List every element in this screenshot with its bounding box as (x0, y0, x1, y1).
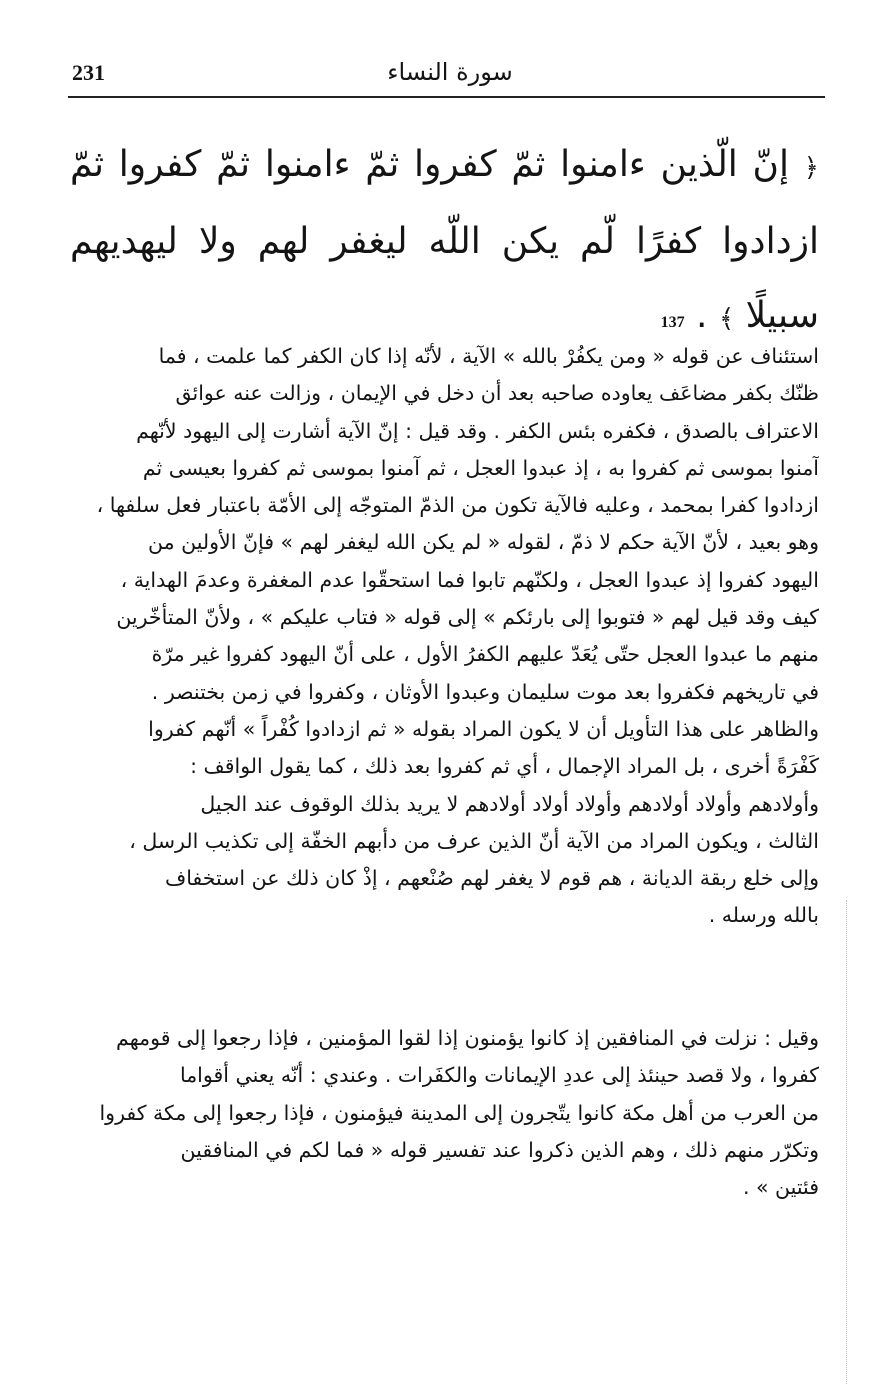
text-line: الاعتراف بالصدق ، فكفره بئس الكفر . وقد قيل : إنّ الآية أشارت إلى اليهود لأنّهم (136, 418, 819, 443)
text-line: من العرب من أهل مكة كانوا يتّجرون إلى المدينة فيؤمنون ، فإذا رجعوا إلى مكة كفروا (99, 1100, 819, 1125)
verse-text: إنّ الّذين ءامنوا ثمّ كفروا ثمّ ءامنوا ثمّ كفروا ثمّ ازدادوا كفرًا لّم يكن اللّه ليغفر لهم ولا ليهديهم سبيلًا (70, 144, 819, 336)
text-line: كفروا ، ولا قصد حينئذ إلى عددِ الإيمانات والكفَرات . وعندي : أنّه يعني أقواما (179, 1063, 819, 1088)
surah-title: سورة النساء (387, 58, 513, 86)
text-line: الثالث ، ويكون المراد من الآية أنّ الذين عرف من دأبهم الخفّة إلى تكذيب الرسل ، (129, 828, 819, 853)
scan-margin-line (846, 900, 847, 1384)
text-line: والظاهر على هذا التأويل أن لا يكون المراد بقوله « ثم ازدادوا كُفْراً » أنّهم كفروا (148, 716, 819, 741)
text-line: اليهود كفروا إذ عبدوا العجل ، ولكنّهم تابوا فما استحقّوا عدم المغفرة وعدمَ الهداية ، (120, 567, 819, 592)
text-line: وهو بعيد ، لأنّ الآية حكم لا ذمّ ، لقوله « لم يكن الله ليغفر لهم » فإنّ الأولين من (148, 530, 819, 555)
verse-end-dot: . (696, 295, 708, 336)
quran-verse (70, 128, 819, 360)
text-line: ازدادوا كفرا بمحمد ، وعليه فالآية تكون من الذمّ المتوجّه إلى الأمّة باعتبار فعل سلفها ، (96, 493, 819, 518)
text-line: في تاريخهم فكفروا بعد موت سليمان وعبدوا الأوثان ، وكفروا في زمن بختنصر . (151, 679, 819, 704)
text-line: آمنوا بموسى ثم كفروا به ، إذ عبدوا العجل ، ثم آمنوا بموسى ثم كفروا بعيسى ثم (142, 455, 819, 480)
verse-close-ornament: ﴾ (718, 304, 735, 334)
page-number: 231 (72, 60, 105, 85)
text-line: فئتين » . (742, 1175, 819, 1200)
text-line: كيف وقد قيل لهم « فتوبوا إلى بارئكم » إلى قوله « فتاب عليكم » ، ولأنّ المتأخّرين (116, 605, 819, 630)
commentary-paragraph-1 (72, 338, 819, 935)
text-line: ظنّك بكفر مضاعَف يعاوده صاحبه بعد أن دخل في الإيمان ، وزالت عنه عوائق (175, 381, 819, 406)
text-line: بالله ورسله . (708, 903, 819, 928)
text-line: وتكرّر منهم ذلك ، وهم الذين ذكروا عند تفسير قوله « فما لكم في المنافقين (180, 1137, 819, 1162)
text-line: منهم ما عبدوا العجل حتّى يُعَدّ عليهم الكفرُ الأول ، على أنّ اليهود كفروا غير مرّة (151, 642, 819, 667)
verse-number: 137 (660, 314, 685, 331)
text-line: كَفْرَةً أخرى ، بل المراد الإجمال ، أي ثم كفروا بعد ذلك ، كما يقول الواقف : (190, 754, 819, 779)
text-line: وإلى خلع ربقة الديانة ، هم قوم لا يغفر لهم صُنْعهم ، إذْ كان ذلك عن استخفاف (164, 866, 819, 891)
text-line: استئناف عن قوله « ومن يكفُرْ بالله » الآية ، لأنّه إذا كان الكفر كما علمت ، فما (158, 344, 819, 368)
text-line: وقيل : نزلت في المنافقين إذ كانوا يؤمنون إذا لقوا المؤمنين ، فإذا رجعوا إلى قومهم (116, 1026, 819, 1050)
header-divider (68, 96, 825, 98)
text-line: وأولادهم وأولاد أولادهم وأولاد أولاد أولادهم لا يريد بذلك الوقوف عند الجيل (200, 791, 819, 816)
verse-open-ornament: ﴿ (803, 153, 819, 183)
commentary-paragraph-2 (72, 1020, 819, 1206)
